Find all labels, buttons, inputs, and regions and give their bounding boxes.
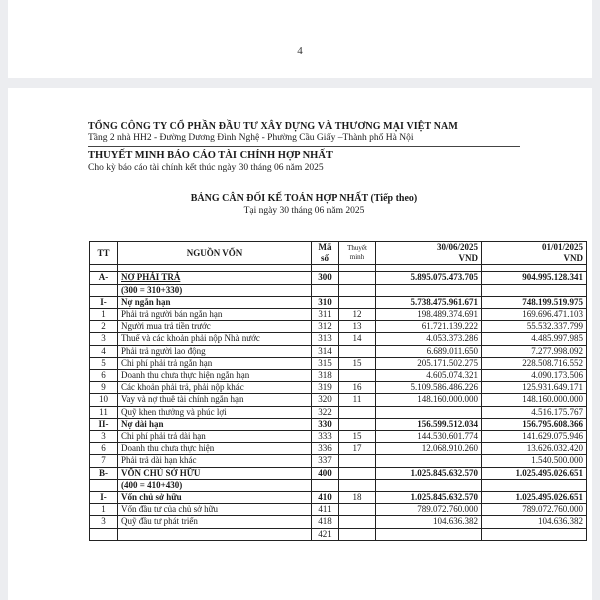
row-tt: 11: [90, 406, 118, 418]
row-code: [312, 479, 339, 491]
row-name-text: NỢ PHẢI TRẢ: [121, 272, 181, 283]
row-code: 337: [312, 455, 339, 467]
row-value-2025-06: [376, 455, 482, 467]
row-code: 314: [312, 345, 339, 357]
row-name: Phải trả dài hạn khác: [118, 455, 312, 467]
table-row: [90, 309, 587, 321]
row-value-2025-01: [482, 528, 587, 540]
row-note: 13: [339, 321, 376, 333]
row-name: [118, 528, 312, 540]
row-value-2025-01: 4.090.173.506: [482, 370, 587, 382]
row-value-2025-01: 141.629.075.946: [482, 431, 587, 443]
header-source: NGUỒN VỐN: [118, 242, 312, 265]
row-name: VỐN CHỦ SỞ HỮU: [118, 467, 312, 479]
row-tt: 7: [90, 455, 118, 467]
row-value-2025-01: [482, 265, 587, 272]
row-tt: 6: [90, 443, 118, 455]
row-value-2025-06: 198.489.374.691: [376, 309, 482, 321]
row-tt: [90, 528, 118, 540]
row-value-2025-01: 7.277.998.092: [482, 345, 587, 357]
row-tt: 3: [90, 431, 118, 443]
row-code: 315: [312, 357, 339, 369]
row-note: [339, 516, 376, 528]
row-value-2025-01: 156.795.608.366: [482, 418, 587, 430]
row-tt: 3: [90, 516, 118, 528]
row-note: [339, 370, 376, 382]
row-name: [118, 272, 312, 284]
header-note: [339, 242, 376, 265]
row-tt: 6: [90, 370, 118, 382]
row-value-2025-01: 1.025.495.026.651: [482, 467, 587, 479]
row-note: 12: [339, 309, 376, 321]
table-row: [90, 504, 587, 516]
row-code: 421: [312, 528, 339, 540]
row-code: 322: [312, 406, 339, 418]
row-code: 318: [312, 370, 339, 382]
table-row: [90, 492, 587, 504]
table-row: [90, 284, 587, 296]
row-name: Phải trả người bán ngắn hạn: [118, 309, 312, 321]
row-code: 313: [312, 333, 339, 345]
header-tt: TT: [90, 242, 118, 265]
row-note: [339, 467, 376, 479]
row-tt: 1: [90, 309, 118, 321]
row-value-2025-06: 1.025.845.632.570: [376, 467, 482, 479]
row-name: Phải trả người lao động: [118, 345, 312, 357]
notes-title: THUYẾT MINH BÁO CÁO TÀI CHÍNH HỢP NHẤT: [88, 150, 333, 161]
row-note: [339, 272, 376, 284]
row-note: 16: [339, 382, 376, 394]
row-value-2025-01: 748.199.519.975: [482, 296, 587, 308]
row-code: 312: [312, 321, 339, 333]
row-value-2025-01: 13.626.032.420: [482, 443, 587, 455]
row-value-2025-06: 6.689.011.650: [376, 345, 482, 357]
row-tt: I-: [90, 296, 118, 308]
table-row: [90, 467, 587, 479]
row-value-2025-06: [376, 284, 482, 296]
row-name: Nợ dài hạn: [118, 418, 312, 430]
row-value-2025-01: 4.485.997.985: [482, 333, 587, 345]
row-code: [312, 284, 339, 296]
row-value-2025-06: 144.530.601.774: [376, 431, 482, 443]
row-name: Thuế và các khoản phải nộp Nhà nước: [118, 333, 312, 345]
row-value-2025-01: 148.160.000.000: [482, 394, 587, 406]
company-name: TỔNG CÔNG TY CỔ PHẦN ĐẦU TƯ XÂY DỰNG VÀ THƯƠNG MẠI VIỆT NAM: [88, 121, 458, 132]
table-row: [90, 357, 587, 369]
row-note: 15: [339, 357, 376, 369]
row-value-2025-06: 5.895.075.473.705: [376, 272, 482, 284]
header-divider: [88, 146, 520, 147]
table-row: [90, 370, 587, 382]
row-value-2025-01: 228.508.716.552: [482, 357, 587, 369]
row-tt: A-: [90, 272, 118, 284]
row-tt: 2: [90, 321, 118, 333]
header-col-2025-06: [376, 242, 482, 265]
row-note: 15: [339, 431, 376, 443]
document-page: [8, 88, 592, 600]
row-code: 336: [312, 443, 339, 455]
table-row: [90, 431, 587, 443]
row-value-2025-01: 789.072.760.000: [482, 504, 587, 516]
row-value-2025-06: [376, 406, 482, 418]
row-name: Chi phí phải trả dài hạn: [118, 431, 312, 443]
row-name: Các khoản phải trả, phải nộp khác: [118, 382, 312, 394]
row-tt: B-: [90, 467, 118, 479]
row-tt: II-: [90, 418, 118, 430]
row-name: Doanh thu chưa thực hiện ngắn hạn: [118, 370, 312, 382]
row-value-2025-06: 5.738.475.961.671: [376, 296, 482, 308]
row-tt: 3: [90, 333, 118, 345]
row-value-2025-01: 4.516.175.767: [482, 406, 587, 418]
row-value-2025-06: 104.636.382: [376, 516, 482, 528]
row-code: 333: [312, 431, 339, 443]
row-value-2025-01: 104.636.382: [482, 516, 587, 528]
row-code: 330: [312, 418, 339, 430]
row-value-2025-06: 4.053.373.286: [376, 333, 482, 345]
row-note: [339, 479, 376, 491]
row-name: (300 = 310+330): [118, 284, 312, 296]
row-name: Nợ ngắn hạn: [118, 296, 312, 308]
row-name: Vốn đầu tư của chủ sở hữu: [118, 504, 312, 516]
row-code: 310: [312, 296, 339, 308]
row-value-2025-06: [376, 528, 482, 540]
table-row: [90, 333, 587, 345]
row-value-2025-01: 1.025.495.026.651: [482, 492, 587, 504]
row-value-2025-06: 4.605.074.321: [376, 370, 482, 382]
row-value-2025-06: 12.068.910.260: [376, 443, 482, 455]
table-row: [90, 321, 587, 333]
page-number: 4: [297, 45, 303, 57]
row-note: 11: [339, 394, 376, 406]
row-value-2025-01: 1.540.500.000: [482, 455, 587, 467]
balance-sheet-title: BẢNG CÂN ĐỐI KẾ TOÁN HỢP NHẤT (Tiếp theo): [190, 193, 418, 204]
row-name: [118, 265, 312, 272]
row-tt: 1: [90, 504, 118, 516]
row-value-2025-06: 789.072.760.000: [376, 504, 482, 516]
header-col1-unit: VND: [458, 253, 478, 264]
row-note: [339, 418, 376, 430]
row-note: [339, 406, 376, 418]
table-row: [90, 272, 587, 284]
row-tt: [90, 479, 118, 491]
table-header-row: [90, 242, 587, 265]
table-row: [90, 296, 587, 308]
row-note: 17: [339, 443, 376, 455]
row-code: 400: [312, 467, 339, 479]
table-row: [90, 516, 587, 528]
table-row: [90, 265, 587, 272]
row-note: [339, 265, 376, 272]
row-value-2025-06: [376, 479, 482, 491]
row-note: [339, 504, 376, 516]
row-value-2025-06: 1.025.845.632.570: [376, 492, 482, 504]
balance-sheet-date: Tại ngày 30 tháng 06 năm 2025: [243, 206, 365, 216]
row-tt: 5: [90, 357, 118, 369]
header-code-line1: Mã: [318, 242, 332, 252]
header-code-line2: số: [320, 253, 329, 264]
row-note: [339, 296, 376, 308]
row-tt: 9: [90, 382, 118, 394]
table-row: [90, 345, 587, 357]
row-value-2025-06: 61.721.139.222: [376, 321, 482, 333]
row-note: [339, 455, 376, 467]
header-col-2025-01: [482, 242, 587, 265]
row-tt: I-: [90, 492, 118, 504]
row-note: 18: [339, 492, 376, 504]
row-value-2025-01: 169.696.471.103: [482, 309, 587, 321]
header-col2-date: 01/01/2025: [541, 242, 583, 252]
table-row: [90, 406, 587, 418]
row-name: Quỹ đầu tư phát triển: [118, 516, 312, 528]
row-code: [312, 265, 339, 272]
row-value-2025-06: 205.171.502.275: [376, 357, 482, 369]
row-name: Vay và nợ thuê tài chính ngắn hạn: [118, 394, 312, 406]
row-value-2025-06: 156.599.512.034: [376, 418, 482, 430]
row-code: 319: [312, 382, 339, 394]
row-value-2025-01: 125.931.649.171: [482, 382, 587, 394]
header-col1-date: 30/06/2025: [436, 242, 478, 252]
row-note: [339, 345, 376, 357]
row-name: Người mua trả tiền trước: [118, 321, 312, 333]
row-value-2025-01: [482, 479, 587, 491]
notes-subtitle: Cho kỳ báo cáo tài chính kết thúc ngày 30 tháng 06 năm 2025: [88, 163, 324, 173]
row-value-2025-01: [482, 284, 587, 296]
row-name: Chi phí phải trả ngắn hạn: [118, 357, 312, 369]
balance-sheet-table: [89, 241, 587, 541]
row-name: Vốn chủ sở hữu: [118, 492, 312, 504]
row-value-2025-06: 5.109.586.486.226: [376, 382, 482, 394]
row-code: 320: [312, 394, 339, 406]
row-note: 14: [339, 333, 376, 345]
row-value-2025-01: 904.995.128.341: [482, 272, 587, 284]
row-code: 300: [312, 272, 339, 284]
company-address: Tầng 2 nhà HH2 - Đường Dương Đình Nghệ - Phường Cầu Giấy –Thành phố Hà Nội: [88, 133, 414, 143]
row-name: Quỹ khen thưởng và phúc lợi: [118, 406, 312, 418]
table-row: [90, 479, 587, 491]
table-row: [90, 443, 587, 455]
row-tt: 10: [90, 394, 118, 406]
row-code: 410: [312, 492, 339, 504]
row-code: 311: [312, 309, 339, 321]
header-code: [312, 242, 339, 265]
row-name: Doanh thu chưa thực hiện: [118, 443, 312, 455]
header-note-label: Thuyết minh: [347, 244, 367, 262]
row-value-2025-06: 148.160.000.000: [376, 394, 482, 406]
row-code: 418: [312, 516, 339, 528]
table-row: [90, 418, 587, 430]
row-note: [339, 528, 376, 540]
row-note: [339, 284, 376, 296]
row-tt: [90, 284, 118, 296]
row-value-2025-06: [376, 265, 482, 272]
row-tt: [90, 265, 118, 272]
row-name: (400 = 410+430): [118, 479, 312, 491]
row-value-2025-01: 55.532.337.799: [482, 321, 587, 333]
header-col2-unit: VND: [563, 253, 583, 264]
row-tt: 4: [90, 345, 118, 357]
table-row: [90, 394, 587, 406]
table-row: [90, 455, 587, 467]
table-row: [90, 528, 587, 540]
previous-page: [8, 0, 592, 78]
row-code: 411: [312, 504, 339, 516]
table-row: [90, 382, 587, 394]
